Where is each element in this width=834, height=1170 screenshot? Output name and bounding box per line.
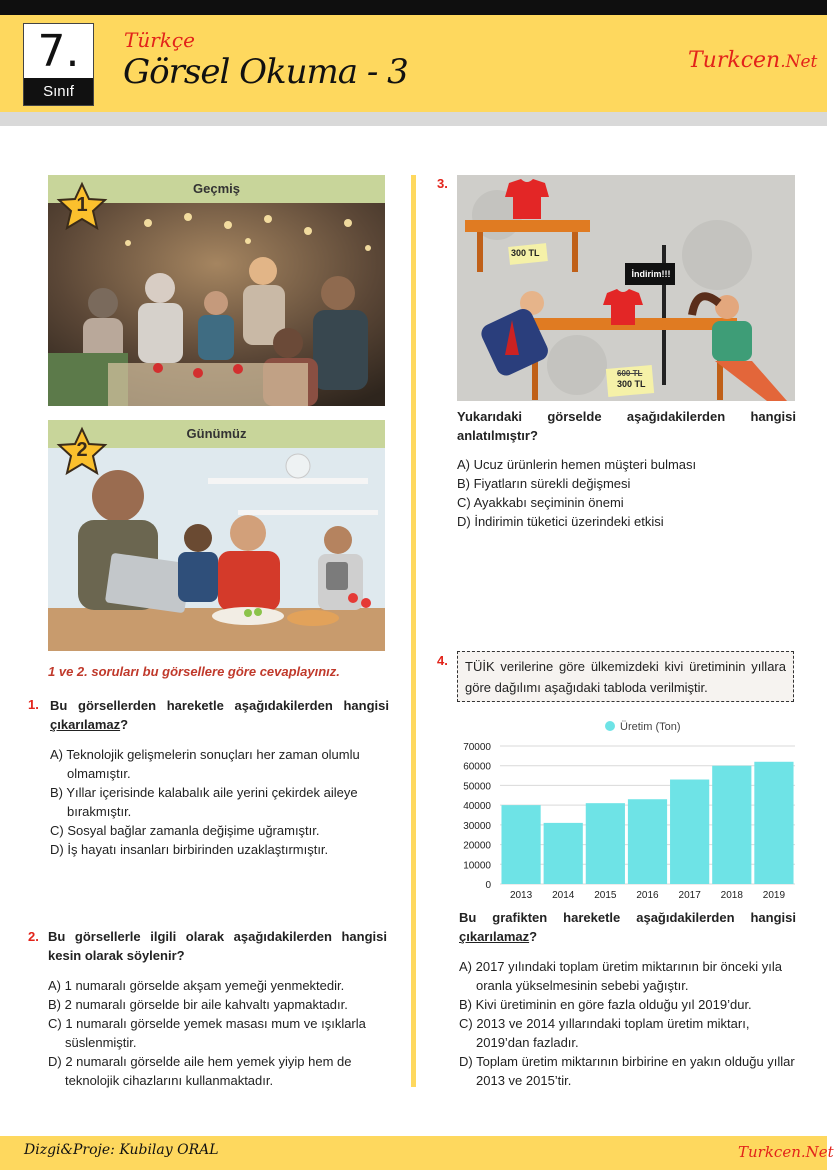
kiwi-production-chart xyxy=(455,712,800,908)
y-tick-label: 60000 xyxy=(463,761,491,773)
option-d[interactable]: D) 2 numaralı görselde aile hem yemek yiyip hem de teknolojik cihazlarını kullanmaktadır. xyxy=(48,1054,352,1088)
page-title: Görsel Okuma - 3 xyxy=(123,52,408,92)
footer-logo-main: Turkcen xyxy=(738,1143,801,1161)
question-3-number: 3. xyxy=(437,176,448,191)
bar-2018 xyxy=(712,766,751,884)
option-c[interactable]: C) Sosyal bağlar zamanla değişime uğramıştır. xyxy=(50,823,320,838)
x-tick-label: 2016 xyxy=(636,890,659,901)
image-1-title: Geçmiş xyxy=(193,181,240,196)
column-divider xyxy=(411,175,416,1087)
bar-2017 xyxy=(670,780,709,884)
y-tick-label: 10000 xyxy=(463,860,491,872)
modern-family-breakfast-image xyxy=(48,448,385,651)
image-3-frame xyxy=(457,175,795,401)
question-1-keyword: çıkarılamaz xyxy=(50,717,121,732)
question-4-number: 4. xyxy=(437,653,448,668)
question-1-number: 1. xyxy=(28,697,39,712)
option-c[interactable]: C) Ayakkabı seçiminin önemi xyxy=(457,495,624,510)
y-tick-label: 0 xyxy=(485,880,491,891)
option-a[interactable]: A) 2017 yılındaki toplam üretim miktarının bir önceki yıla oranla yükselmesinin sebebi yağıştır. xyxy=(459,959,782,993)
footer-logo-suffix: .Net xyxy=(800,1143,834,1161)
x-tick-label: 2013 xyxy=(509,890,533,901)
bar-chart xyxy=(455,712,800,908)
question-2-options xyxy=(48,976,387,1090)
x-tick-label: 2019 xyxy=(762,890,786,901)
question-3-options xyxy=(457,455,796,531)
bar-2016 xyxy=(628,799,667,884)
y-tick-label: 30000 xyxy=(463,820,491,832)
option-b[interactable]: B) Kivi üretiminin en göre fazla olduğu yıl 2019’dur. xyxy=(459,997,752,1012)
grade-badge xyxy=(23,23,94,106)
discount-cartoon-image xyxy=(457,175,795,401)
option-b[interactable]: B) 2 numaralı görselde bir aile kahvaltı yapmaktadır. xyxy=(48,997,348,1012)
question-4-keyword: çıkarılamaz xyxy=(459,929,530,944)
chart-bars xyxy=(501,762,793,884)
image-2-frame xyxy=(48,420,385,651)
chart-y-ticks xyxy=(463,742,491,891)
bar-2014 xyxy=(544,823,583,884)
option-d[interactable]: D) İş hayatı insanları birbirinden uzaklaştırmıştır. xyxy=(50,842,329,857)
option-d[interactable]: D) İndirimin tüketici üzerindeki etkisi xyxy=(457,514,664,529)
x-tick-label: 2015 xyxy=(594,890,617,901)
option-c[interactable]: C) 1 numaralı görselde yemek masası mum ve ışıklarla süslenmiştir. xyxy=(48,1016,366,1050)
x-tick-label: 2017 xyxy=(678,890,701,901)
question-4-text xyxy=(459,908,796,946)
subject-label: Türkçe xyxy=(124,28,195,52)
instructions-note: 1 ve 2. soruları bu görsellere göre cevaplayınız. xyxy=(48,664,340,679)
price-tag-2-new: 300 TL xyxy=(617,379,646,389)
option-d[interactable]: D) Toplam üretim miktarının birbirine en yakın olduğu yıllar 2013 ve 2015’tir. xyxy=(459,1054,795,1088)
question-1-mark: ? xyxy=(120,717,129,732)
question-4-options xyxy=(459,957,796,1090)
legend-marker xyxy=(605,721,615,731)
question-2-text: Bu görsellerle ilgili olarak aşağıdakilerden hangisi kesin olarak söylenir? xyxy=(48,929,387,963)
question-1-stem: Bu görsellerden hareketle aşağıdakilerden hangisi xyxy=(50,698,389,713)
question-1-options xyxy=(50,745,389,859)
site-logo xyxy=(688,48,817,73)
grade-number: 7. xyxy=(37,26,80,77)
question-4-mark: ? xyxy=(529,929,538,944)
bar-2013 xyxy=(501,805,540,884)
logo-suffix: .Net xyxy=(780,52,818,72)
y-tick-label: 50000 xyxy=(463,781,491,793)
option-b[interactable]: B) Yıllar içerisinde kalabalık aile yerini çekirdek aileye bırakmıştır. xyxy=(50,785,358,819)
badge-2-number: 2 xyxy=(76,439,88,461)
bar-2015 xyxy=(586,803,625,884)
badge-1-number: 1 xyxy=(76,194,88,216)
y-tick-label: 40000 xyxy=(463,801,491,813)
x-tick-label: 2018 xyxy=(720,890,743,901)
option-a[interactable]: A) Ucuz ürünlerin hemen müşteri bulması xyxy=(457,457,697,472)
y-tick-label: 70000 xyxy=(463,742,491,753)
logo-main: Turkcen xyxy=(688,48,781,73)
footer-credit: Dizgi&Proje: Kubilay ORAL xyxy=(24,1142,219,1158)
price-tag-1: 300 TL xyxy=(511,248,540,258)
option-a[interactable]: A) Teknolojik gelişmelerin sonuçları her zaman olumlu olmamıştır. xyxy=(50,747,360,781)
x-tick-label: 2014 xyxy=(552,890,575,901)
question-1-text xyxy=(50,696,389,734)
chart-x-ticks xyxy=(510,890,786,901)
chart-legend xyxy=(605,721,681,733)
header-gray-band xyxy=(0,112,827,126)
image-2-title: Günümüz xyxy=(186,426,247,441)
past-family-dinner-image xyxy=(48,203,385,406)
price-tag-2-old: 600 TL xyxy=(617,369,643,378)
discount-sign: İndirim!!! xyxy=(631,269,671,279)
top-black-bar xyxy=(0,0,827,15)
question-3-text: Yukarıdaki görselde aşağıdakilerden hangisi anlatılmıştır? xyxy=(457,409,796,443)
footer-logo xyxy=(738,1143,834,1161)
y-tick-label: 20000 xyxy=(463,840,491,852)
legend-label: Üretim (Ton) xyxy=(620,721,681,733)
option-c[interactable]: C) 2013 ve 2014 yıllarındaki toplam üretim miktarı, 2019’dan fazladır. xyxy=(459,1016,750,1050)
bar-2019 xyxy=(754,762,793,884)
option-b[interactable]: B) Fiyatların sürekli değişmesi xyxy=(457,476,631,491)
question-4-stem: Bu grafikten hareketle aşağıdakilerden hangisi xyxy=(459,910,796,925)
question-2-number: 2. xyxy=(28,929,39,944)
question-4-info-box: TÜİK verilerine göre ülkemizdeki kivi üretiminin yıllara göre dağılımı aşağıdaki tabloda verilmiştir. xyxy=(457,651,794,702)
option-a[interactable]: A) 1 numaralı görselde akşam yemeği yenmektedir. xyxy=(48,978,345,993)
image-1-frame xyxy=(48,175,385,406)
grade-label: Sınıf xyxy=(24,78,93,105)
